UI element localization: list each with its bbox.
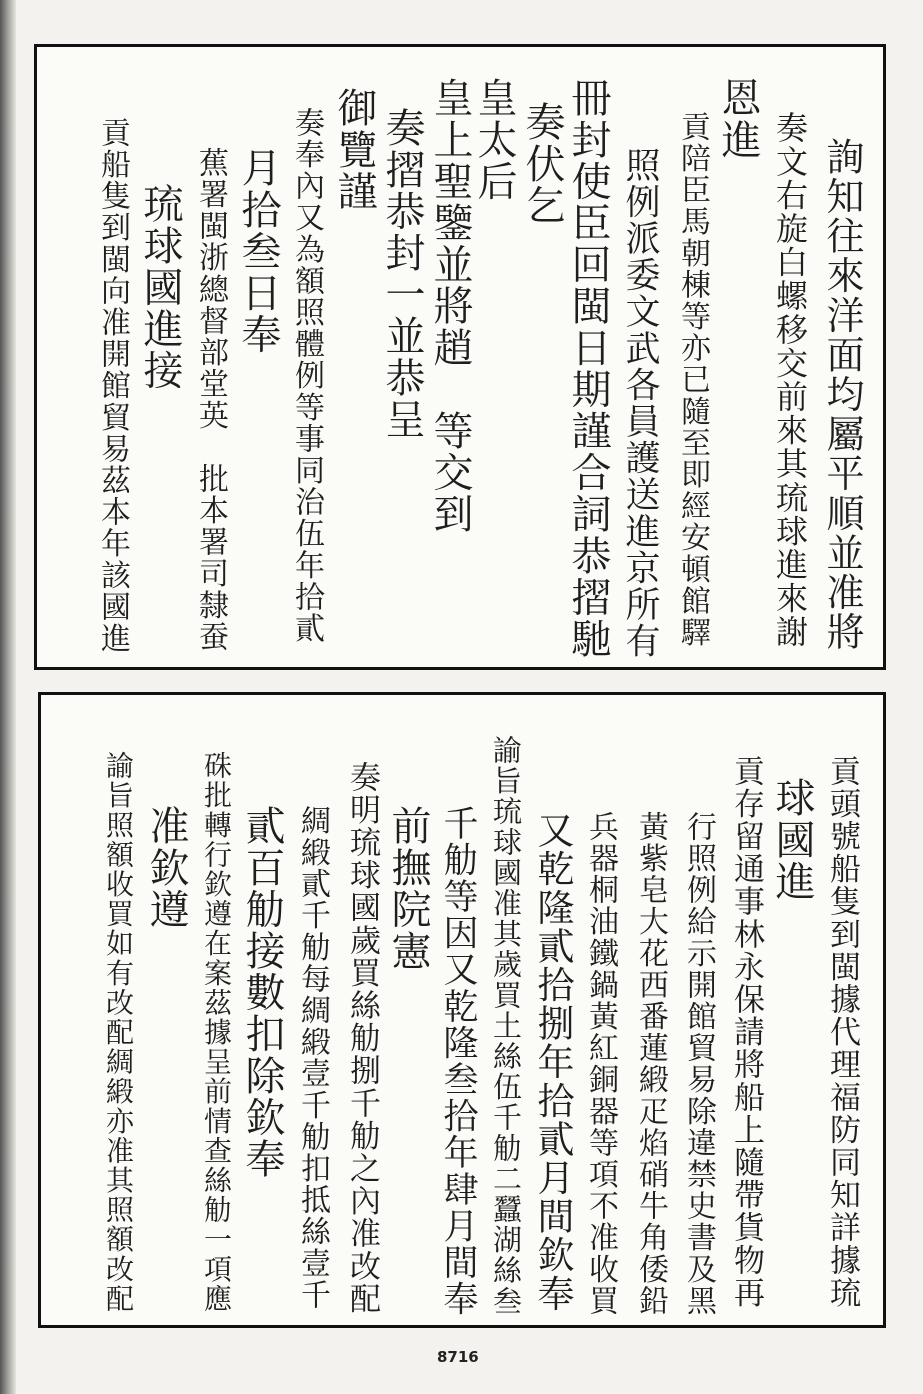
text-column: 硃批轉行欽遵在案茲據呈前情查絲觔一項應	[200, 751, 233, 1314]
page-number: 8716	[437, 1348, 479, 1366]
text-column: 奏明琉球國歲買絲觔捌千觔之內准改配	[344, 761, 380, 1316]
text-column: 奏摺恭封一並恭呈	[379, 107, 425, 440]
text-column: 准欽遵	[143, 805, 189, 930]
text-column: 貢存留通事林永保請將船上隨帶貨物再	[728, 755, 764, 1310]
text-column: 行照例給示開館貿易除違禁史書及黑	[681, 811, 716, 1317]
text-column: 皇上聖鑒並將趙 等交到	[427, 77, 473, 535]
text-column: 冊封使臣回閩日期謹合詞恭摺馳	[565, 77, 611, 660]
text-column: 御覽謹	[331, 87, 377, 212]
text-column: 兵器桐油鐵鍋黃紅銅器等項不准收買	[583, 811, 618, 1317]
text-column: 皇太后	[471, 77, 517, 202]
text-column: 恩進	[715, 77, 761, 161]
text-column: 綢緞貳千觔每綢緞壹千觔扣抵絲壹千	[295, 805, 330, 1311]
binding-shadow	[0, 0, 16, 1394]
text-column: 琉球國進接	[137, 183, 183, 391]
text-column: 黃紫皂大花西番蓮緞疋焰硝牛角倭鉛	[633, 811, 668, 1317]
text-column: 奏文右旋白螺移交前來其琉球進來謝	[771, 111, 809, 649]
text-column: 又乾隆貳拾捌年拾貳月間欽奉	[531, 811, 574, 1313]
text-column: 蕉署閩浙總督部堂英 批本署司隸蚕	[193, 147, 228, 653]
text-column: 貢頭號船隻到閩據代理福防同知詳據琉	[824, 755, 860, 1310]
text-column: 奏伏乞	[519, 101, 565, 226]
text-column: 貢陪臣馬朝棟等亦已隨至即經安頓館驛	[675, 111, 710, 649]
text-column: 奏奉內又為額照體例等事同治伍年拾貳	[289, 107, 324, 645]
text-column: 諭旨琉球國准其歲買土絲伍千觔二蠶湖絲叁	[489, 735, 523, 1317]
bottom-document-panel	[38, 692, 886, 1328]
text-column: 前撫院憲	[385, 805, 431, 972]
text-column: 貳百觔接數扣除欽奉	[239, 805, 285, 1180]
text-column: 諭旨照額收買如有改配綢緞亦准其照額改配	[102, 751, 135, 1314]
text-column: 貢船隻到閩向准開館貿易茲本年該國進	[95, 117, 130, 655]
text-column: 月拾叁日奉	[235, 147, 281, 355]
text-column: 照例派委文武各員護送進京所有	[620, 147, 660, 660]
text-column: 球國進	[769, 777, 815, 902]
top-document-panel	[34, 44, 886, 670]
text-column: 千觔等因又乾隆叁拾年肆月間奉	[438, 805, 478, 1318]
text-column: 詢知往來洋面均屬平順並准將	[820, 137, 864, 652]
